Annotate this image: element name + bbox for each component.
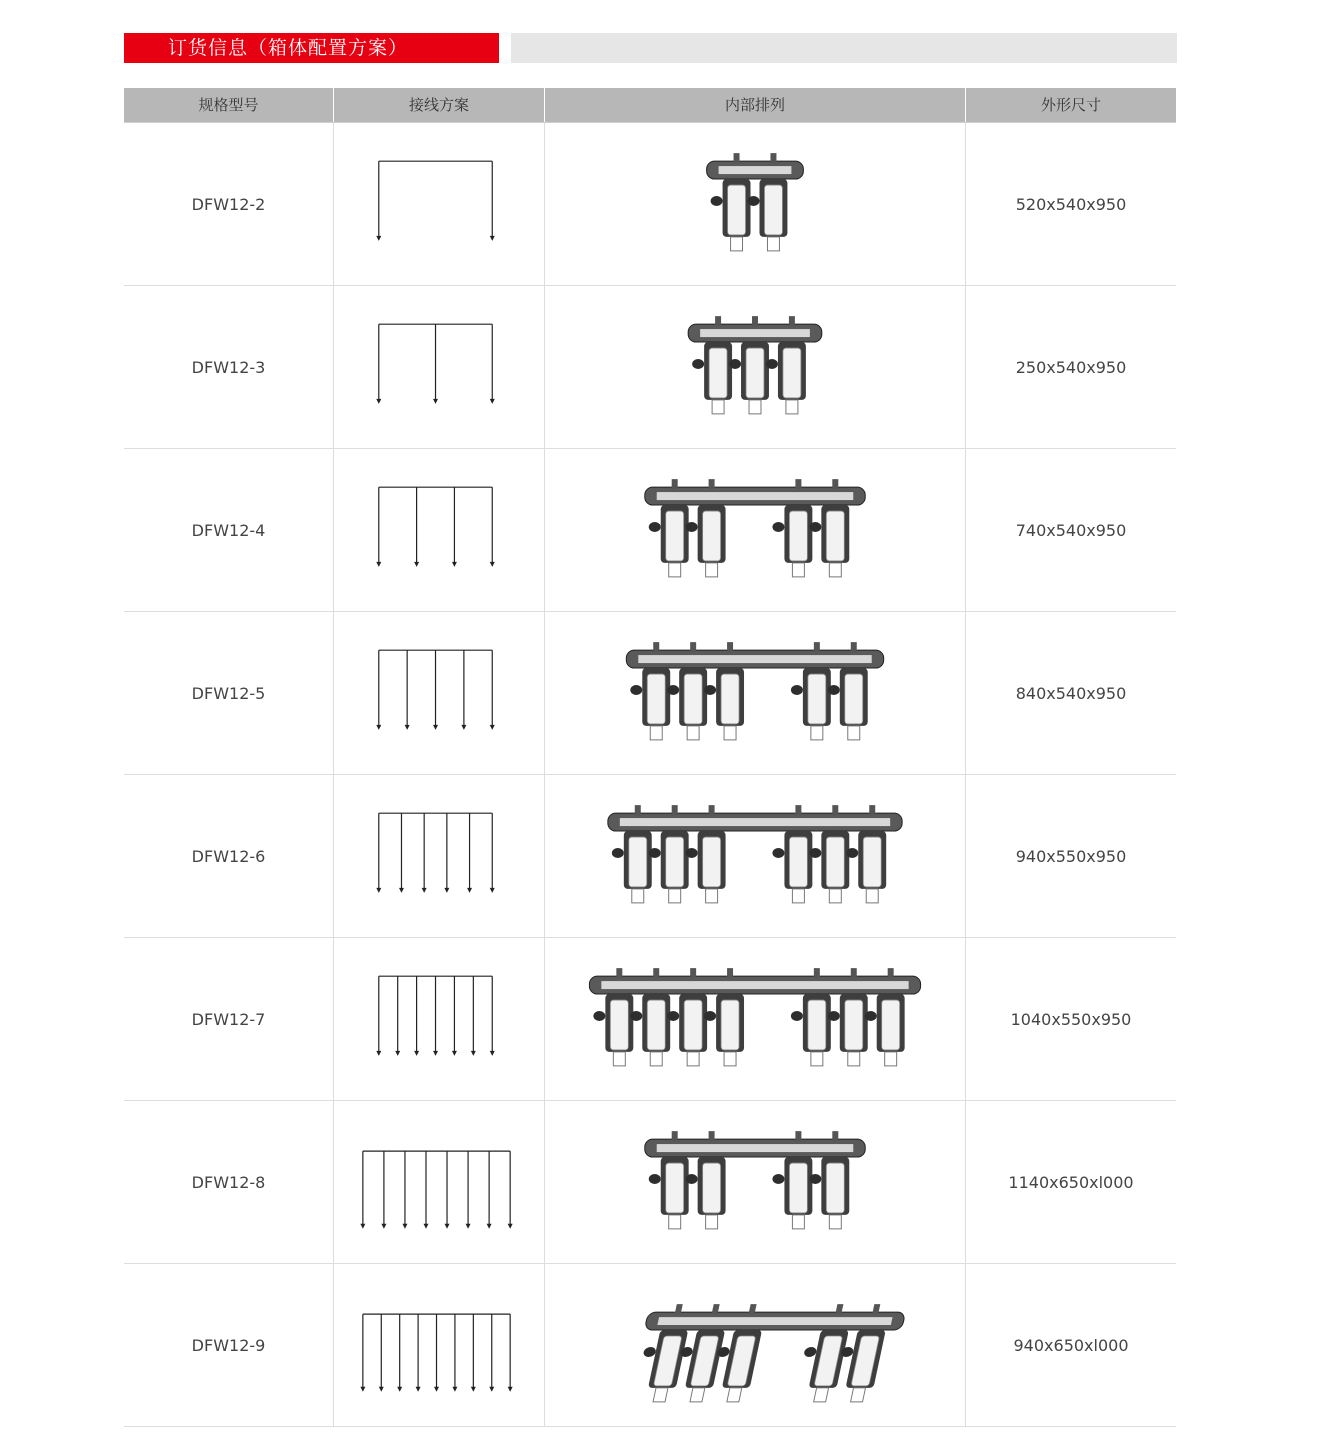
table-row — [124, 1264, 1176, 1427]
outlet-arrow — [433, 399, 438, 404]
outlet-arrow — [467, 888, 472, 893]
title-strip — [511, 33, 1177, 63]
internal-layout-drawing — [545, 1264, 965, 1426]
wiring-diagram — [334, 123, 544, 285]
section-title: 订货信息（箱体配置方案） — [124, 33, 499, 63]
wiring-diagram — [334, 449, 544, 611]
outlet-arrow — [471, 1387, 476, 1392]
wiring-cell — [334, 612, 545, 774]
size-text: 940x650xl000 — [1013, 1335, 1129, 1355]
table-row — [124, 286, 1176, 449]
outlet-arrow — [490, 1051, 495, 1056]
outlet-arrow — [434, 1387, 439, 1392]
size-cell — [966, 1264, 1176, 1426]
model-cell — [124, 612, 334, 774]
size-cell — [966, 938, 1176, 1100]
table-row — [124, 449, 1176, 612]
wiring-cell — [334, 123, 545, 285]
outlet-arrow — [487, 1224, 492, 1229]
outlet-arrow — [452, 1051, 457, 1056]
header-size: 外形尺寸 — [1040, 96, 1101, 114]
internal-layout-drawing — [545, 612, 965, 774]
model-text: DFW12-8 — [191, 1172, 266, 1192]
outlet-arrow — [376, 725, 381, 730]
wiring-diagram — [334, 775, 544, 937]
outlet-arrow — [452, 1387, 457, 1392]
table-row — [124, 123, 1176, 286]
table-row — [124, 938, 1176, 1101]
header-wiring: 接线方案 — [334, 88, 545, 122]
outlet-arrow — [376, 888, 381, 893]
wiring-cell — [334, 938, 545, 1100]
outlet-arrow — [360, 1224, 365, 1229]
table-header — [124, 88, 1176, 123]
outlet-arrow — [445, 1224, 450, 1229]
outlet-arrow — [405, 725, 410, 730]
layout-cell — [545, 938, 966, 1100]
outlet-arrow — [416, 1387, 421, 1392]
model-text: DFW12-7 — [191, 1009, 266, 1029]
size-text: 740x540x950 — [1015, 520, 1127, 540]
outlet-arrow — [490, 236, 495, 241]
layout-cell — [545, 449, 966, 611]
internal-layout-drawing — [545, 449, 965, 611]
outlet-arrow — [402, 1224, 407, 1229]
size-cell — [966, 612, 1176, 774]
layout-cell — [545, 123, 966, 285]
wiring-cell — [334, 1264, 545, 1426]
wiring-diagram — [334, 1264, 544, 1426]
wiring-cell — [334, 775, 545, 937]
model-cell — [124, 775, 334, 937]
model-text: DFW12-5 — [191, 683, 266, 703]
outlet-arrow — [490, 725, 495, 730]
internal-layout-drawing — [545, 938, 965, 1100]
size-cell — [966, 449, 1176, 611]
model-text: DFW12-9 — [191, 1335, 266, 1355]
outlet-arrow — [444, 888, 449, 893]
wiring-cell — [334, 286, 545, 448]
model-cell — [124, 449, 334, 611]
size-text: 1040x550x950 — [1010, 1009, 1132, 1029]
layout-cell — [545, 1101, 966, 1263]
table-row — [124, 612, 1176, 775]
outlet-arrow — [376, 1051, 381, 1056]
model-text: DFW12-6 — [191, 846, 266, 866]
internal-layout-drawing — [545, 1101, 965, 1263]
model-cell — [124, 938, 334, 1100]
outlet-arrow — [489, 1387, 494, 1392]
outlet-arrow — [490, 562, 495, 567]
outlet-arrow — [414, 1051, 419, 1056]
internal-layout-drawing — [545, 123, 965, 285]
model-cell — [124, 286, 334, 448]
wiring-diagram — [334, 286, 544, 448]
internal-layout-drawing — [545, 775, 965, 937]
header-layout: 内部排列 — [545, 88, 966, 122]
outlet-arrow — [395, 1051, 400, 1056]
size-cell — [966, 775, 1176, 937]
outlet-arrow — [424, 1224, 429, 1229]
layout-cell — [545, 612, 966, 774]
outlet-arrow — [490, 888, 495, 893]
model-text: DFW12-4 — [191, 520, 266, 540]
size-text: 1140x650xl000 — [1008, 1172, 1134, 1192]
table-row — [124, 1101, 1176, 1264]
layout-cell — [545, 286, 966, 448]
model-cell — [124, 1101, 334, 1263]
size-cell — [966, 286, 1176, 448]
size-text: 840x540x950 — [1015, 683, 1127, 703]
outlet-arrow — [508, 1224, 513, 1229]
outlet-arrow — [466, 1224, 471, 1229]
table-row — [124, 775, 1176, 938]
header-model: 规格型号 — [124, 88, 334, 122]
layout-cell — [545, 775, 966, 937]
layout-cell — [545, 1264, 966, 1426]
outlet-arrow — [381, 1224, 386, 1229]
outlet-arrow — [508, 1387, 513, 1392]
internal-layout-drawing — [545, 286, 965, 448]
outlet-arrow — [422, 888, 427, 893]
outlet-arrow — [376, 236, 381, 241]
outlet-arrow — [452, 562, 457, 567]
wiring-diagram — [334, 612, 544, 774]
outlet-arrow — [376, 562, 381, 567]
outlet-arrow — [433, 1051, 438, 1056]
model-cell — [124, 123, 334, 285]
outlet-arrow — [397, 1387, 402, 1392]
wiring-diagram — [334, 938, 544, 1100]
outlet-arrow — [490, 399, 495, 404]
outlet-arrow — [414, 562, 419, 567]
wiring-diagram — [334, 1101, 544, 1263]
outlet-arrow — [471, 1051, 476, 1056]
model-cell — [124, 1264, 334, 1426]
model-text: DFW12-3 — [191, 357, 266, 377]
wiring-cell — [334, 449, 545, 611]
size-text: 940x550x950 — [1015, 846, 1127, 866]
outlet-arrow — [379, 1387, 384, 1392]
outlet-arrow — [360, 1387, 365, 1392]
size-text: 520x540x950 — [1015, 194, 1127, 214]
outlet-arrow — [461, 725, 466, 730]
outlet-arrow — [433, 725, 438, 730]
outlet-arrow — [376, 399, 381, 404]
wiring-cell — [334, 1101, 545, 1263]
outlet-arrow — [399, 888, 404, 893]
size-cell — [966, 1101, 1176, 1263]
config-table — [124, 88, 1176, 1427]
size-cell — [966, 123, 1176, 285]
model-text: DFW12-2 — [191, 194, 266, 214]
size-text: 250x540x950 — [1015, 357, 1127, 377]
